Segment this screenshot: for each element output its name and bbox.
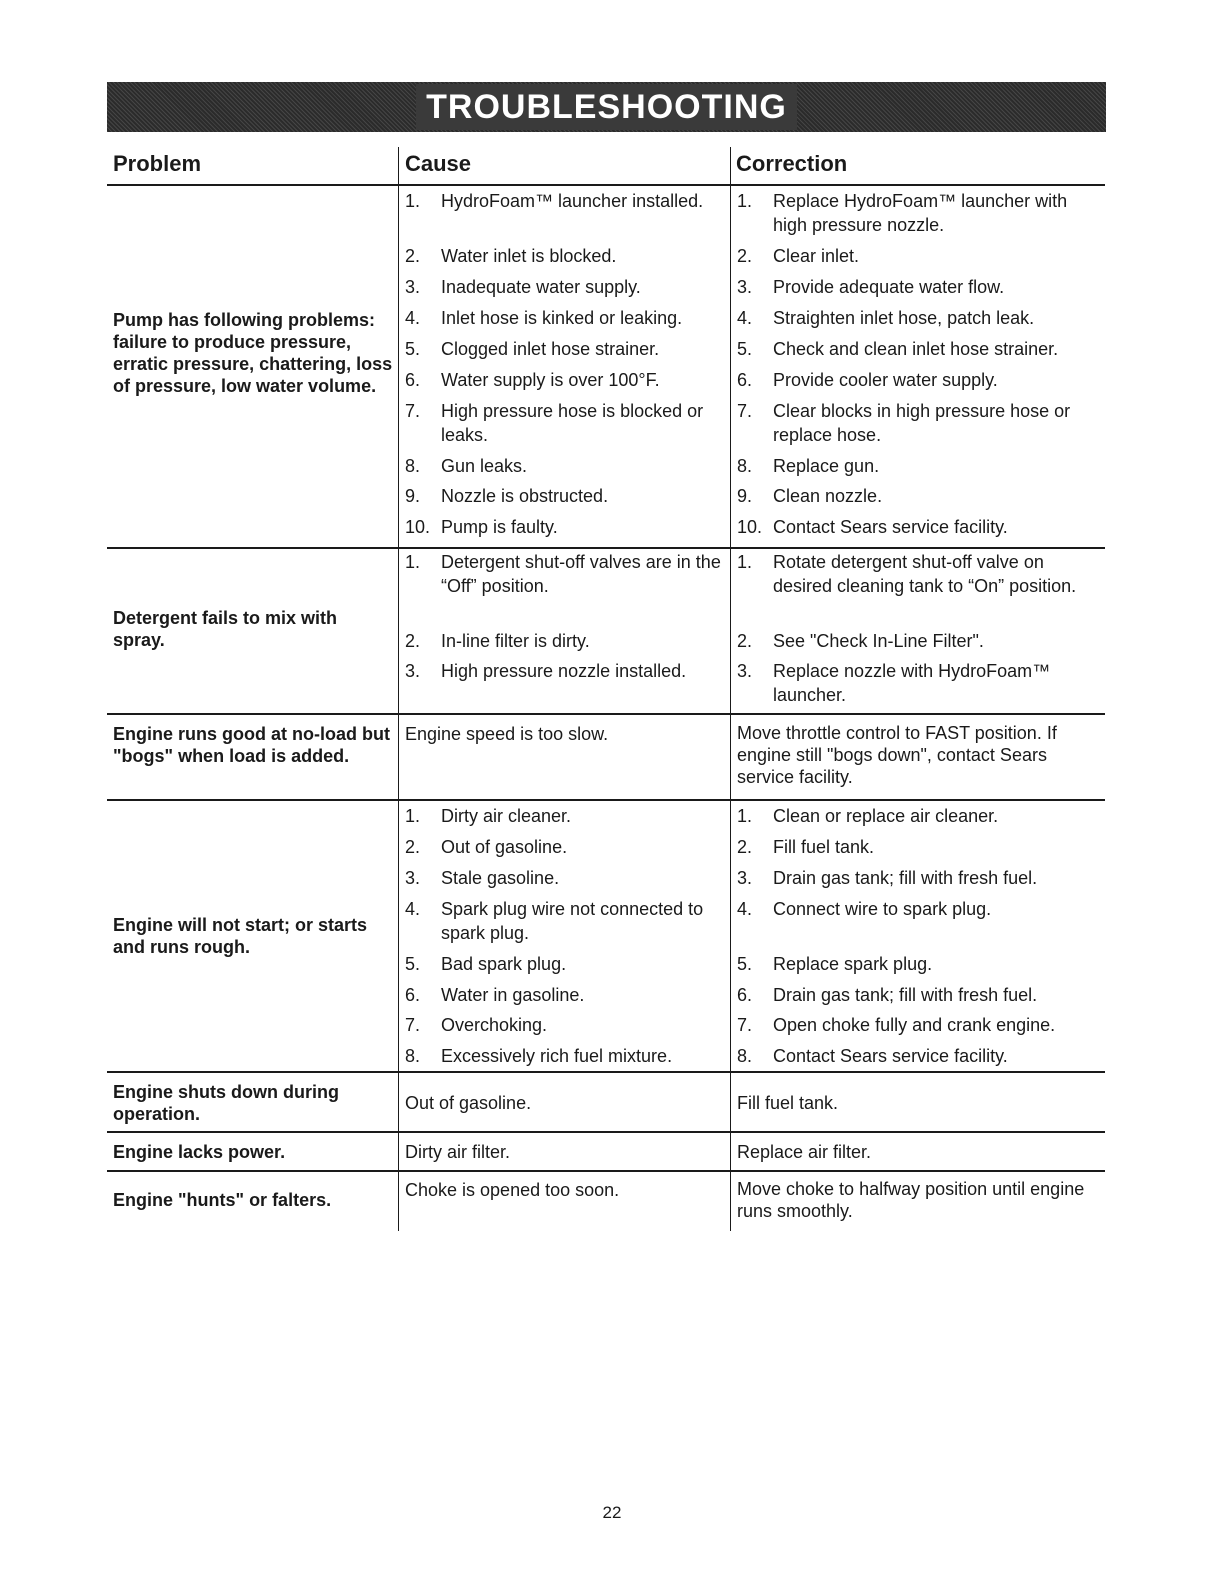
- problem-text: Engine shuts down during operation.: [113, 1082, 339, 1124]
- column-header-cause: Cause: [405, 151, 472, 176]
- header-rule: [107, 184, 1105, 186]
- row-divider: [107, 1071, 1105, 1073]
- problem-text: Engine runs good at no-load but "bogs" when load is added.: [113, 724, 390, 766]
- problem-text: Engine "hunts" or falters.: [113, 1190, 332, 1210]
- correction-item: 3. Drain gas tank; fill with fresh fuel.: [737, 868, 1038, 888]
- cause-item: 3. Inadequate water supply.: [405, 277, 641, 297]
- column-header-problem: Problem: [113, 151, 202, 176]
- cause-item: 10. Pump is faulty.: [405, 517, 558, 537]
- cause-item: 3. High pressure nozzle installed.: [405, 661, 687, 681]
- correction-item: 8. Contact Sears service facility.: [737, 1046, 1008, 1066]
- correction-item: 1. Clean or replace air cleaner.: [737, 806, 999, 826]
- cause-item: 6. Water in gasoline.: [405, 985, 585, 1005]
- cause-item: 3. Stale gasoline.: [405, 868, 560, 888]
- problem-text: Engine will not start; or starts and runs rough.: [113, 915, 368, 957]
- cause-text: Out of gasoline.: [405, 1093, 532, 1113]
- correction-item: 2. Fill fuel tank.: [737, 837, 875, 857]
- row-divider: [107, 713, 1105, 715]
- row-divider: [107, 799, 1105, 801]
- correction-text: Fill fuel tank.: [737, 1093, 839, 1113]
- cause-item: 2. Water inlet is blocked.: [405, 246, 617, 266]
- row-divider: [107, 1170, 1105, 1172]
- correction-item: 6. Drain gas tank; fill with fresh fuel.: [737, 985, 1038, 1005]
- cause-item: 5. Bad spark plug.: [405, 954, 567, 974]
- cause-item: 8. Excessively rich fuel mixture.: [405, 1046, 673, 1066]
- cause-item: 2. Out of gasoline.: [405, 837, 568, 857]
- correction-text: Move choke to halfway position until engine runs smoothly.: [737, 1179, 1085, 1221]
- cause-item: 7. Overchoking.: [405, 1015, 548, 1035]
- cause-item: 5. Clogged inlet hose strainer.: [405, 339, 660, 359]
- cause-item: 1. HydroFoam™ launcher installed.: [405, 191, 704, 211]
- correction-item: 9. Clean nozzle.: [737, 486, 883, 506]
- row-divider: [107, 547, 1105, 549]
- correction-item: 7. Open choke fully and crank engine.: [737, 1015, 1056, 1035]
- row-divider: [107, 1131, 1105, 1133]
- problem-text: Engine lacks power.: [113, 1142, 286, 1162]
- page-title: TROUBLESHOOTING: [416, 84, 797, 130]
- correction-item: 3. Provide adequate water flow.: [737, 277, 1005, 297]
- correction-item: 2. Clear inlet.: [737, 246, 860, 266]
- cause-text: Dirty air filter.: [405, 1142, 511, 1162]
- correction-text: Replace air filter.: [737, 1142, 872, 1162]
- problem-text: Pump has following problems: failure to produce pressure, erratic pressure, chattering, loss of pressure, low water volume.: [113, 310, 393, 396]
- correction-item: 5. Replace spark plug.: [737, 954, 933, 974]
- cause-item: 7. High pressure hose is blocked or leaks.: [405, 401, 704, 445]
- correction-text: Move throttle control to FAST position. If engine still "bogs down", contact Sears service facility.: [737, 723, 1057, 787]
- correction-item: 7. Clear blocks in high pressure hose or replace hose.: [737, 401, 1071, 445]
- column-header-correction: Correction: [736, 151, 848, 176]
- correction-item: 2. See "Check In-Line Filter".: [737, 631, 984, 651]
- cause-item: 6. Water supply is over 100°F.: [405, 370, 660, 390]
- cause-text: Engine speed is too slow.: [405, 724, 609, 744]
- cause-item: 4. Inlet hose is kinked or leaking.: [405, 308, 683, 328]
- cause-item: 9. Nozzle is obstructed.: [405, 486, 609, 506]
- correction-item: 4. Straighten inlet hose, patch leak.: [737, 308, 1035, 328]
- title-banner: [107, 82, 1106, 132]
- correction-item: 8. Replace gun.: [737, 456, 880, 476]
- correction-item: 3. Replace nozzle with HydroFoam™ launcher.: [737, 661, 1051, 705]
- correction-item: 4. Connect wire to spark plug.: [737, 899, 992, 919]
- correction-item: 1. Rotate detergent shut-off valve on desired cleaning tank to “On” position.: [737, 552, 1077, 596]
- correction-item: 1. Replace HydroFoam™ launcher with high pressure nozzle.: [737, 191, 1068, 235]
- column-divider: [730, 147, 731, 1231]
- cause-item: 1. Detergent shut-off valves are in the “Off” position.: [405, 552, 721, 596]
- column-divider: [398, 147, 399, 1231]
- correction-item: 6. Provide cooler water supply.: [737, 370, 998, 390]
- cause-text: Choke is opened too soon.: [405, 1180, 620, 1200]
- cause-item: 4. Spark plug wire not connected to spark plug.: [405, 899, 704, 943]
- correction-item: 10. Contact Sears service facility.: [737, 517, 1008, 537]
- cause-item: 1. Dirty air cleaner.: [405, 806, 572, 826]
- correction-item: 5. Check and clean inlet hose strainer.: [737, 339, 1059, 359]
- problem-text: Detergent fails to mix with spray.: [113, 608, 338, 650]
- page-number: 22: [602, 1503, 622, 1522]
- cause-item: 8. Gun leaks.: [405, 456, 528, 476]
- cause-item: 2. In-line filter is dirty.: [405, 631, 590, 651]
